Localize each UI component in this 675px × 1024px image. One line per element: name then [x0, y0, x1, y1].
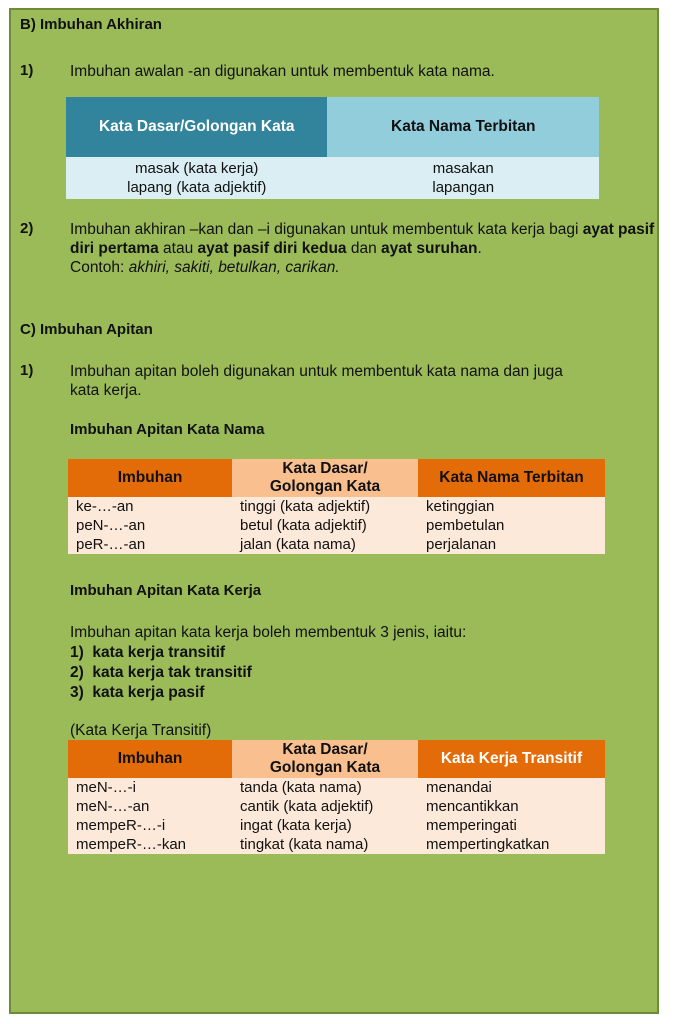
- jenis-list: [70, 643, 252, 703]
- nama-cell: pembetulan: [418, 516, 605, 535]
- kerja-cell: meN-…-i: [68, 778, 232, 797]
- kerja-header-kata-dasar: [232, 740, 418, 778]
- nama-cell: ke-…-an: [68, 497, 232, 516]
- nama-header-kata-dasar: [232, 459, 418, 497]
- header-line: Kata Dasar/: [282, 741, 368, 758]
- nama-cell: betul (kata adjektif): [232, 516, 418, 535]
- nama-cell: perjalanan: [418, 535, 605, 554]
- section-c-item1-text: [70, 362, 563, 400]
- item2-bold-term: ayat pasif diri kedua: [197, 240, 347, 257]
- header-line: Golongan Kata: [269, 759, 381, 776]
- nama-cell: peN-…-an: [68, 516, 232, 535]
- kerja-cell: mempeR-…-i: [68, 816, 232, 835]
- nama-header-kata-nama: Kata Nama Terbitan: [418, 459, 605, 497]
- item2-text-part: atau: [158, 240, 198, 257]
- akhiran-cell: masak (kata kerja): [66, 157, 327, 178]
- nama-cell: ketinggian: [418, 497, 605, 516]
- nama-cell: peR-…-an: [68, 535, 232, 554]
- akhiran-header-kata-dasar: Kata Dasar/Golongan Kata: [66, 97, 327, 157]
- list-number: 2): [70, 664, 84, 681]
- kerja-cell: tanda (kata nama): [232, 778, 418, 797]
- kerja-header-transitif: Kata Kerja Transitif: [418, 740, 605, 778]
- list-text: kata kerja pasif: [92, 684, 205, 701]
- content-panel: [9, 8, 659, 1014]
- akhiran-cell: masakan: [327, 157, 599, 178]
- transitif-caption: (Kata Kerja Transitif): [70, 722, 212, 739]
- kerja-cell: mempertingkatkan: [418, 835, 605, 854]
- list-text: kata kerja tak transitif: [92, 664, 252, 681]
- list-number: 1): [70, 644, 84, 661]
- header-line: Kata Dasar/: [282, 460, 368, 477]
- akhiran-header-kata-nama: Kata Nama Terbitan: [327, 97, 599, 157]
- list-text: kata kerja transitif: [92, 644, 226, 661]
- akhiran-table: [66, 97, 599, 199]
- item2-bold-term: ayat pasif diri pertama: [70, 221, 655, 257]
- kerja-cell: mencantikkan: [418, 797, 605, 816]
- section-c-item1-number: 1): [20, 362, 34, 379]
- item1-line: kata kerja.: [70, 382, 142, 399]
- kerja-cell: memperingati: [418, 816, 605, 835]
- kerja-cell: tingkat (kata nama): [232, 835, 418, 854]
- apitan-kerja-table: [68, 740, 605, 854]
- apitan-nama-title: Imbuhan Apitan Kata Nama: [70, 421, 265, 438]
- example-label: Contoh:: [70, 259, 129, 276]
- example-text: akhiri, sakiti, betulkan, carikan.: [128, 259, 340, 276]
- section-b-heading: B) Imbuhan Akhiran: [20, 16, 162, 33]
- jenis-list-item: [70, 663, 252, 683]
- section-b-item2-text: [70, 220, 655, 277]
- section-c-heading: C) Imbuhan Apitan: [20, 321, 153, 338]
- item2-text-part: dan: [346, 240, 382, 257]
- kerja-cell: ingat (kata kerja): [232, 816, 418, 835]
- jenis-list-item: [70, 683, 252, 703]
- item1-line: Imbuhan apitan boleh digunakan untuk membentuk kata nama dan juga: [70, 363, 563, 380]
- item2-text-part: Imbuhan akhiran –kan dan –i digunakan untuk membentuk kata kerja bagi: [70, 221, 583, 238]
- jenis-list-item: [70, 643, 252, 663]
- apitan-kerja-intro: Imbuhan apitan kata kerja boleh membentuk 3 jenis, iaitu:: [70, 624, 467, 641]
- akhiran-cell: lapangan: [327, 178, 599, 199]
- kerja-cell: meN-…-an: [68, 797, 232, 816]
- apitan-kerja-title: Imbuhan Apitan Kata Kerja: [70, 582, 262, 599]
- item2-bold-term: ayat suruhan: [381, 240, 478, 257]
- kerja-cell: mempeR-…-kan: [68, 835, 232, 854]
- section-b-item1-number: 1): [20, 62, 34, 79]
- akhiran-cell: lapang (kata adjektif): [66, 178, 327, 199]
- section-b-item1-text: Imbuhan awalan -an digunakan untuk membentuk kata nama.: [70, 63, 495, 80]
- item2-text-part: .: [477, 240, 482, 257]
- list-number: 3): [70, 684, 84, 701]
- kerja-cell: cantik (kata adjektif): [232, 797, 418, 816]
- apitan-nama-table: [68, 459, 605, 554]
- nama-cell: jalan (kata nama): [232, 535, 418, 554]
- nama-cell: tinggi (kata adjektif): [232, 497, 418, 516]
- kerja-cell: menandai: [418, 778, 605, 797]
- kerja-header-imbuhan: Imbuhan: [68, 740, 232, 778]
- nama-header-imbuhan: Imbuhan: [68, 459, 232, 497]
- header-line: Golongan Kata: [269, 478, 381, 495]
- section-b-item2-number: 2): [20, 220, 34, 237]
